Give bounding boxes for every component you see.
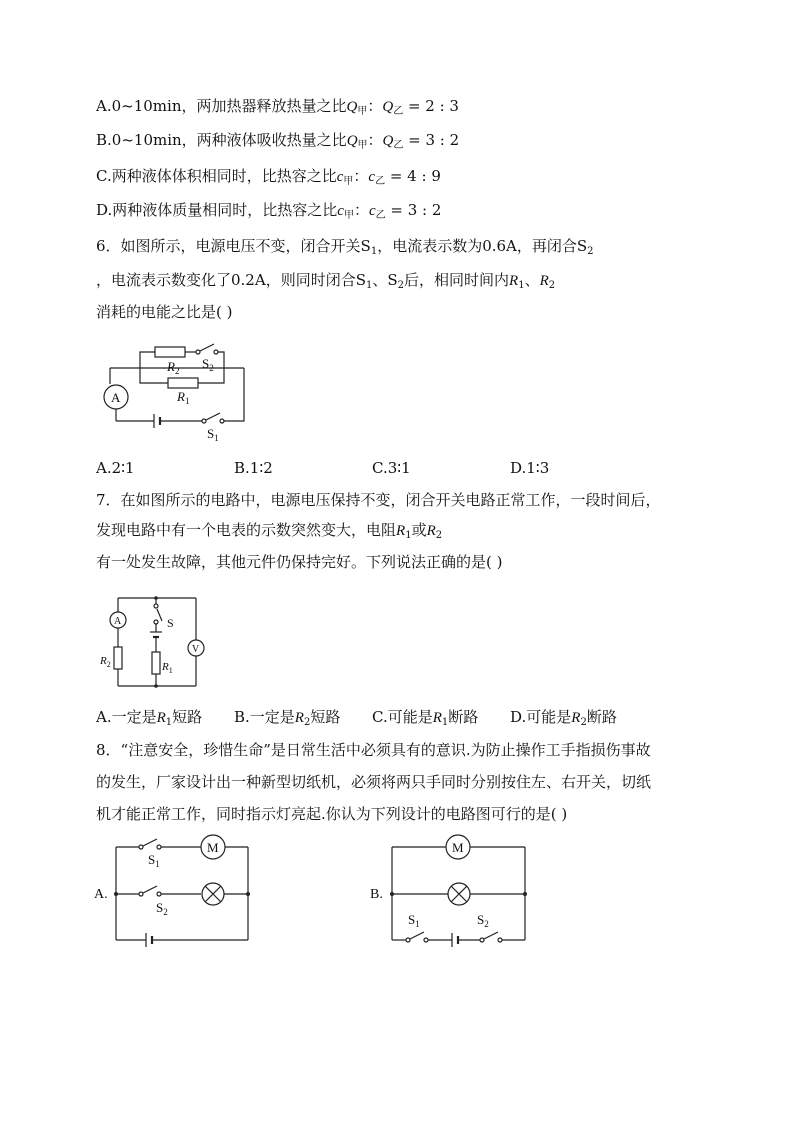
q8-b-label-s2: $S_2$ bbox=[477, 912, 489, 929]
q7-stem-line1: 7．在如图所示的电路中，电源电压保持不变，闭合开关电路正常工作，一段时间后， bbox=[96, 491, 661, 509]
q6-label-r2: $R_2$ bbox=[167, 359, 180, 376]
q6-switch-s2 bbox=[196, 350, 200, 354]
q7-resistor-r2 bbox=[114, 647, 122, 669]
q7-option-b: B.一定是$R_2$短路 bbox=[234, 708, 341, 728]
q7-stem-line2: 发现电路中有一个电表的示数突然变大，电阻$R_1$或$R_2$ bbox=[96, 521, 443, 541]
q6-resistor-r1 bbox=[168, 378, 198, 388]
q6-ammeter-label: A bbox=[111, 390, 121, 405]
q7-ammeter-label: A bbox=[114, 616, 122, 627]
q6-option-d: D.1∶3 bbox=[510, 459, 550, 477]
q7-resistor-r1 bbox=[152, 652, 160, 674]
q7-label-r1: $R_1$ bbox=[162, 661, 173, 675]
q7-label-s: S bbox=[167, 616, 174, 630]
q8-a-motor-label: M bbox=[207, 840, 219, 855]
q7-stem-line3: 有一处发生故障，其他元件仍保持完好。下列说法正确的是( ) bbox=[96, 553, 503, 571]
q6-stem-line3: 消耗的电能之比是( ) bbox=[96, 303, 233, 321]
q8-figure-b-label: B. bbox=[370, 887, 383, 902]
q6-label-r1: $R_1$ bbox=[177, 389, 190, 406]
q5-option-b: B.0~10min，两种液体吸收热量之比$Q_甲$：$Q_乙 = 3$ : 2 bbox=[96, 131, 460, 151]
q7-option-d: D.可能是$R_2$断路 bbox=[510, 708, 617, 728]
q6-option-a: A.2∶1 bbox=[96, 459, 135, 477]
q5-option-c: C.两种液体体积相同时，比热容之比$c_甲$：$c_乙 = 4$ : 9 bbox=[96, 167, 441, 187]
q8-b-label-s1: $S_1$ bbox=[408, 912, 420, 929]
q8-stem-line2: 的发生，厂家设计出一种新型切纸机，必须将两只手同时分别按住左、右开关，切纸 bbox=[96, 773, 652, 791]
q7-switch-s bbox=[154, 604, 158, 608]
q6-label-s2: $S_2$ bbox=[202, 356, 214, 373]
q8-b-motor-label: M bbox=[452, 840, 464, 855]
q8-a-switch-s2 bbox=[139, 892, 143, 896]
q8-stem-line1: 8．“注意安全，珍惜生命”是日常生活中必须具有的意识.为防止操作工手指损伤事故 bbox=[96, 741, 651, 759]
q8-b-switch-s1 bbox=[406, 938, 410, 942]
q8-stem-line3: 机才能正常工作，同时指示灯亮起.你认为下列设计的电路图可行的是( ) bbox=[96, 805, 568, 823]
q6-label-s1: $S_1$ bbox=[207, 426, 219, 443]
q8-a-label-s2: $S_2$ bbox=[156, 900, 168, 917]
q5-option-d: D.两种液体质量相同时，比热容之比$c_甲$：$c_乙 = 3$ : 2 bbox=[96, 201, 442, 221]
q6-wire bbox=[140, 352, 155, 368]
q8-figure-a bbox=[94, 832, 254, 947]
q8-figure-b bbox=[370, 832, 530, 947]
q6-option-c: C.3∶1 bbox=[372, 459, 411, 477]
q6-option-b: B.1∶2 bbox=[234, 459, 273, 477]
q6-stem-line1: 6．如图所示，电源电压不变，闭合开关$S_1$，电流表示数为0.6A，再闭合$S_2$ bbox=[96, 237, 594, 257]
q7-voltmeter-label: V bbox=[192, 644, 200, 655]
q8-b-switch-s2 bbox=[480, 938, 484, 942]
q5-option-a: A.0~10min，两加热器释放热量之比$Q_甲$：$Q_乙 = 2$ : 3 bbox=[96, 97, 459, 117]
q7-circuit-figure bbox=[96, 590, 216, 694]
q8-a-switch-s1 bbox=[139, 845, 143, 849]
q6-resistor-r2 bbox=[155, 347, 185, 357]
q8-figure-a-label: A. bbox=[94, 887, 108, 902]
q8-a-label-s1: $S_1$ bbox=[148, 852, 160, 869]
q6-stem-line2: ，电流表示数变化了0.2A，则同时闭合$S_1$、$S_2$后，相同时间内$R_1$、$R_2$ bbox=[96, 271, 556, 291]
q7-option-c: C.可能是$R_1$断路 bbox=[372, 708, 479, 728]
q7-label-r2: $R_2$ bbox=[100, 655, 111, 669]
q7-option-a: A.一定是$R_1$短路 bbox=[96, 708, 203, 728]
q6-circuit-figure bbox=[100, 338, 250, 448]
q6-switch-s1 bbox=[202, 419, 206, 423]
